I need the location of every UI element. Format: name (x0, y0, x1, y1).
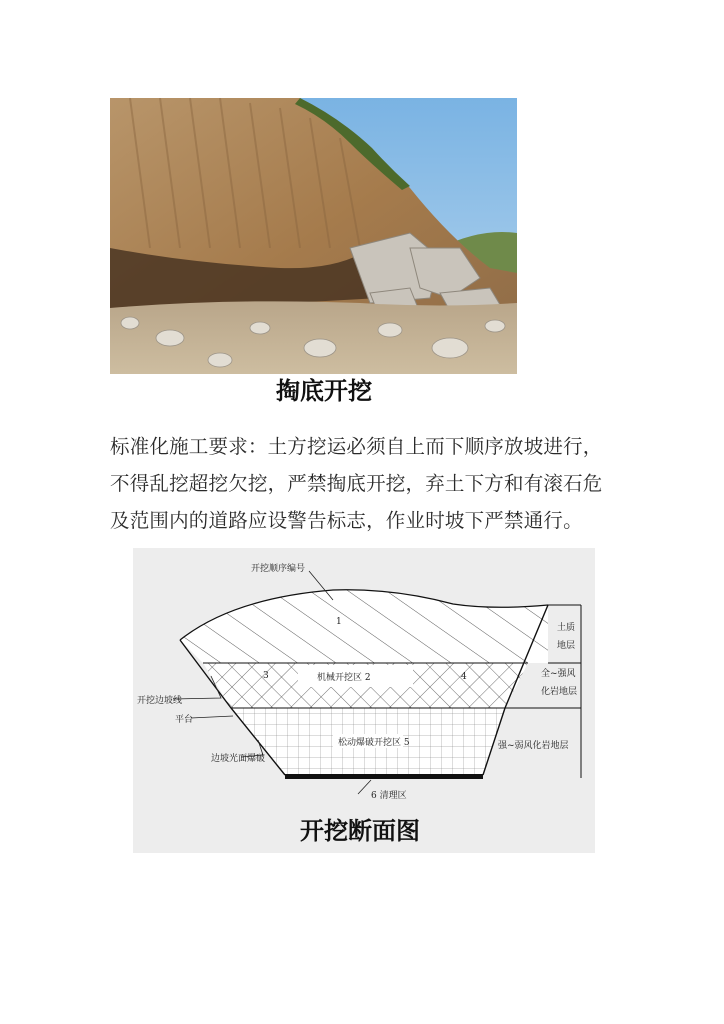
label-weak-rock: 强~弱风化岩地层 (498, 741, 569, 751)
label-sequence-number: 开挖顺序编号 (251, 564, 306, 574)
diagram-caption: 开挖断面图 (300, 816, 420, 845)
requirements-paragraph (110, 428, 630, 539)
label-zone-4: 4 (461, 672, 467, 682)
label-weathered-a: 全~强风 (541, 669, 576, 679)
label-weathered-b: 化岩地层 (541, 687, 578, 697)
requirements-line: 不得乱挖超挖欠挖，严禁掏底开挖，弃土下方和有滚石危 (110, 472, 603, 495)
label-mechanical-zone: 机械开挖区 2 (317, 673, 371, 683)
label-platform: 平台 (175, 715, 194, 725)
zone-6-clearing-bar (285, 774, 483, 779)
requirements-line: 及范围内的道路应设警告标志，作业时坡下严禁通行。 (110, 509, 583, 532)
label-slope-line: 开挖边坡线 (137, 696, 183, 706)
label-clearing-zone: 6 清理区 (371, 791, 407, 801)
excavation-cross-section-diagram (133, 548, 595, 853)
requirements-line: 标准化施工要求：土方挖运必须自上而下顺序放坡进行， (110, 435, 603, 458)
photo-caption: 掏底开挖 (276, 376, 372, 405)
excavation-photo (110, 98, 517, 374)
label-zone-1: 1 (336, 617, 342, 627)
label-smooth-blasting: 边坡光面爆破 (211, 754, 266, 764)
label-blasting-zone: 松动爆破开挖区 5 (338, 738, 410, 748)
label-soil-layer-b: 地层 (557, 641, 576, 651)
label-zone-3: 3 (263, 671, 269, 681)
label-soil-layer-a: 土质 (557, 623, 576, 633)
